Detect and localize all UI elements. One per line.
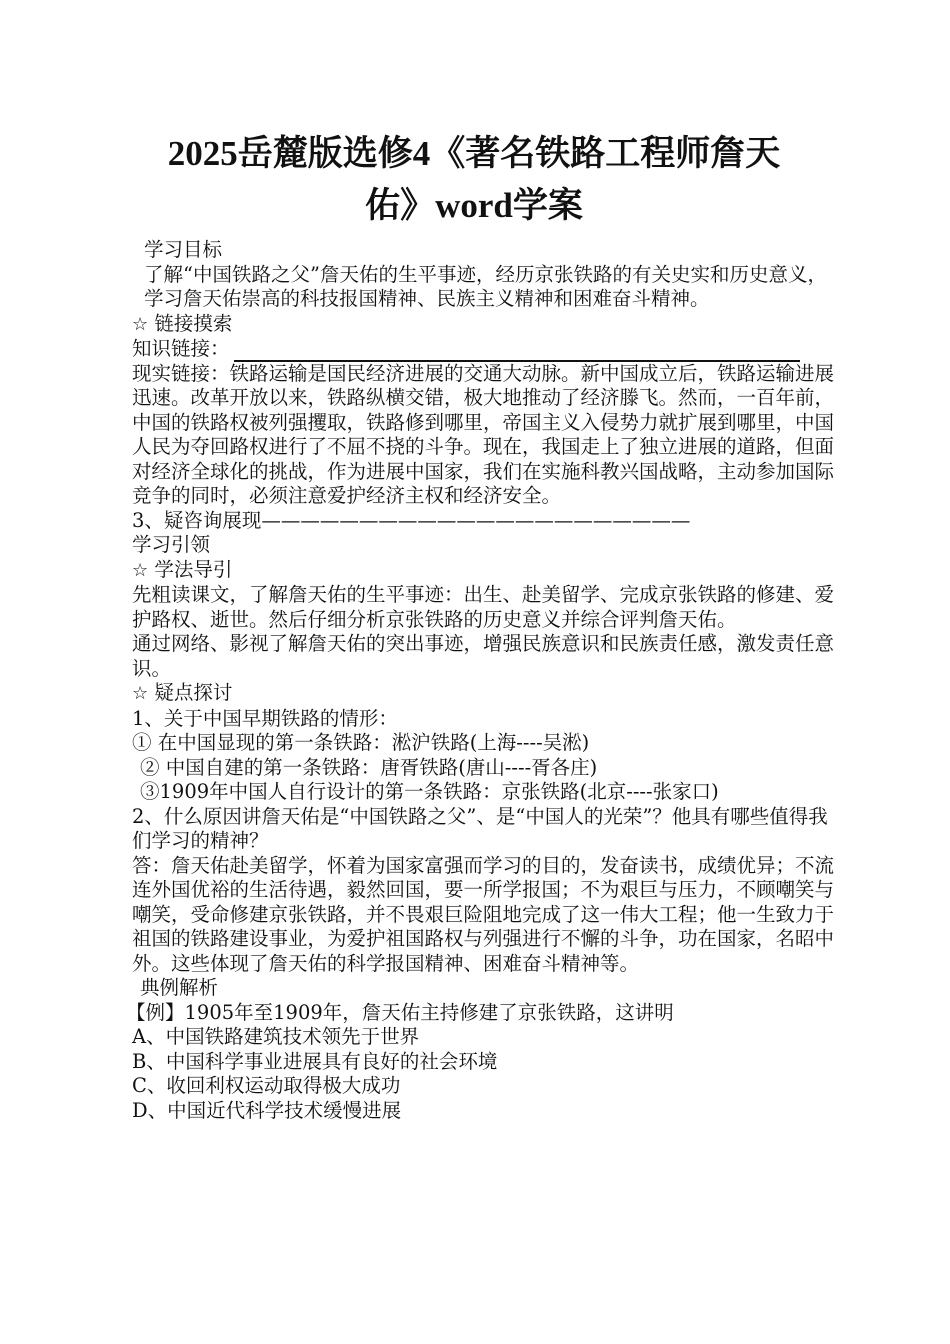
answer-text: 答：詹天佑赴美留学，怀着为国家富强而学习的目的，发奋读书，成绩优异；不流连外国优裕的生活待遇，毅然回国，要一所学报国；不为艰巨与压力，不顾嘲笑与嘲笑，受命修建京张铁路，并不畏艰巨险阻地完成了这一伟大工程；他一生致力于祖国的铁路建设事业，为爱护祖国路权与列强进行不懈的斗争，功在国家，名昭中外。这些体现了詹天佑的科学报国精神、困难奋斗精神等。 [132, 853, 835, 975]
knowledge-label: 知识链接： [132, 337, 230, 360]
knowledge-blank[interactable] [234, 338, 800, 362]
option-c: C、收回利权运动取得极大成功 [132, 1074, 401, 1097]
section-link-explore: ☆ 链接摸索 [132, 311, 233, 335]
section-method: ☆ 学法导引 [132, 557, 233, 581]
section-guide: 学习引领 [132, 533, 211, 556]
knowledge-link [114, 337, 834, 362]
option-d: D、中国近代科学技术缓慢进展 [132, 1098, 402, 1122]
star-icon: ☆ [132, 683, 149, 704]
option-b: B、中国科学事业进展具有良好的社会环境 [132, 1049, 498, 1073]
star-icon: ☆ [132, 559, 149, 581]
objectives-text: 了解“中国铁路之父”詹天佑的生平事迹，经历京张铁路的有关史实和历史意义，学习詹天佑崇高的科技报国精神、民族主义精神和困难奋斗精神。 [144, 262, 827, 310]
document-title [114, 128, 834, 232]
example-question: 【例】1905年至1909年，詹天佑主持修建了京张铁路，这讲明 [126, 1000, 674, 1024]
section-objectives: 学习目标 [144, 238, 223, 261]
section-doubt: ☆ 疑点探讨 [132, 681, 233, 704]
question-1: 1、关于中国早期铁路的情形： [132, 706, 398, 730]
option-a: A、中国铁路建筑技术领先于世界 [132, 1025, 420, 1048]
reality-link-text: 现实链接：铁路运输是国民经济进展的交通大动脉。新中国成立后，铁路运输进展迅速。改革开放以来，铁路纵横交错，极大地推动了经济滕飞。然而，一百年前，中国的铁路权被列强攫取，铁路修到哪里，帝国主义入侵势力就扩展到哪里，中国人民为夺回路权进行了不屈不挠的斗争。现在，我国走上了独立进展的道路，但面对经济全球化的挑战，作为进展中国家，我们在实施科教兴国战略，主动参加国际竞争的同时，必须注意爱护经济主权和经济安全。 [132, 361, 835, 507]
question-1-item-c: ③1909年中国人自行设计的第一条铁路：京张铁路(北京----张家口) [140, 780, 719, 803]
method-paragraph-2: 通过网络、影视了解詹天佑的突出事迹，增强民族意识和民族责任感，激发责任意识。 [132, 632, 835, 680]
method-paragraph-1: 先粗读课文，了解詹天佑的生平事迹：出生、赴美留学、完成京张铁路的修建、爱护路权、逝世。然后仔细分析京张铁路的历史意义并综合评判詹天佑。 [132, 583, 835, 631]
question-1-item-a: ① 在中国显现的第一条铁路：淞沪铁路(上海----吴淞) [132, 731, 590, 754]
title-line-2: 佑》word学案 [365, 186, 583, 225]
section-example: 典例解析 [140, 976, 219, 999]
doubt-show: 3、疑咨询展现—————————————————————— [132, 508, 691, 532]
document-page [114, 128, 834, 1123]
title-line-1: 2025岳麓版选修4《著名铁路工程师詹天 [167, 134, 781, 173]
question-2: 2、什么原因讲詹天佑是“中国铁路之父”、是“中国人的光荣”？他具有哪些值得我们学习的精神？ [132, 804, 828, 852]
star-icon: ☆ [132, 313, 149, 335]
question-1-item-b: ② 中国自建的第一条铁路：唐胥铁路(唐山----胥各庄) [140, 755, 598, 779]
